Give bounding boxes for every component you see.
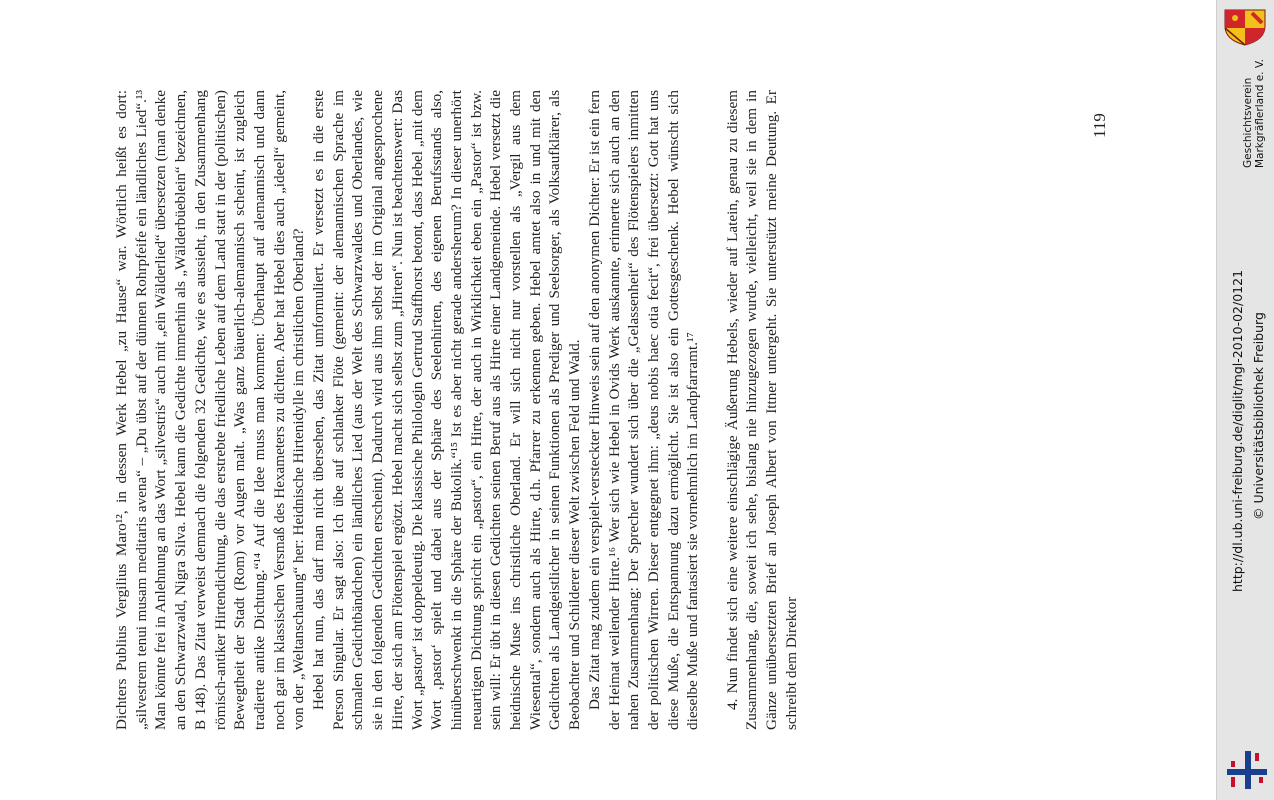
paragraph-1: Dichters Publius Vergilius Maro¹², in dessen Werk Hebel „zu Hause“ war. Wörtlich heißt es dort: „silvestrem tenui musam meditaris avena“ – „Du übst auf der dünnen Rohrpfeife ein ländliches Lied“.¹³ Man könnte frei in Anlehnung an das Wort „silvestris“ auch mit „ein Wälderlied“ übersetzen (man denke an den Schwarzwald, Nigra Silva. Hebel kann die Gedichte immerhin als „Wälderbüeblein“ bezeichnen, B 148). Das Zitat verweist demnach die folgenden 32 Gedichte, wie es aussieht, in den Zusammenhang römisch-antiker Hirtendichtung, die das erstrebte friedliche Leben auf dem Land statt in der (politischen) Bewegtheit der Stadt (Rom) vor Augen malt. „Was ganz bäuerlich-alemannisch scheint, ist zugleich tradierte antike Dichtung.“¹⁴ Auf die Idee muss man kommen: Überhaupt auf alemannisch und dann noch gar im klassischen Versmaß des Hexameters zu dichten. Aber hat Hebel dies auch „ideell“ gemeint, von der „Weltanschauung“ her: Heidnische Hirtenidylle im christlichen Oberland? bbox=[113, 90, 308, 730]
paragraph-4: 4. Nun findet sich eine weitere einschlägige Äußerung Hebels, wieder auf Latein, genau zu diesem Zusammenhang, die, soweit ich sehe, bislang nie hinzugezogen wurde, vielleicht, weil sie in dem in Gänze unübersetzten Brief an Joseph Albert von Ittner untergeht. Sie unterstützt meine Deutung. Er schreibt dem Direktor bbox=[723, 90, 800, 730]
copyright-notice: © Universitätsbibliothek Freiburg bbox=[1251, 312, 1266, 520]
page-text-block bbox=[112, 90, 802, 730]
ub-freiburg-logo-icon bbox=[1225, 747, 1269, 791]
paragraph-3: Das Zitat mag zudem ein verspielt-versteckter Hinweis sein auf den anonymen Dichter: Er ist ein fern der Heimat weilender Hirte.¹⁶ Wer sich wie Hebel in Ovids Werk auskannte, erinnerte sich auch an den nahen Zusammenhang: Der Sprecher wundert sich über die „Gelassenheit“ des Flötenspielers inmitten der politischen Wirren. Dieser entgegnet ihm: „deus nobis haec otia fecit“, frei übersetzt: Gott hat uns diese Muße, die Entspannung dazu ermöglicht. Sie ist also ein Gottesgeschenk. Hebel wünscht sich dieselbe Muße und fantasiert sie vornehmlich im Landpfarramt.¹⁷ bbox=[585, 90, 702, 730]
society-line-1: Geschichtsverein bbox=[1242, 77, 1254, 168]
society-name bbox=[1242, 59, 1266, 168]
source-url-link[interactable]: http://dl.ub.uni-freiburg.de/diglit/mgl-2010-02/0121 bbox=[1230, 269, 1245, 592]
page-number: 119 bbox=[1090, 113, 1109, 138]
society-line-2: Markgräflerland e. V. bbox=[1254, 58, 1266, 168]
paragraph-2: Hebel hat nun, das darf man nicht übersehen, das Zitat umformuliert. Er versetzt es in die erste Person Singular. Er sagt also: Ich übe auf schlanker Flöte (gemeint: der alemannischen Sprache im schmalen Gedichtbändchen) ein ländliches Lied (aus der Welt des Schwarzwaldes und Oberlandes, wie sie in den folgenden Gedichten erscheint). Dadurch wird aus ihm selbst der im Original angesprochene Hirte, der sich am Flötenspiel ergötzt. Hebel macht sich selbst zum „Hirten“. Nun ist beachtenswert: Das Wort „pastor“ ist doppeldeutig. Die klassische Philologin Gertrud Staffhorst betont, dass Hebel „mit dem Wort ‚pastor‘ spielt und dabei aus der Sphäre des Seelenhirten, des eigenen Berufsstands also, hinüberschwenkt in die Sphäre der Bukolik.“¹⁵ Ist es aber nicht gerade andersherum? In dieser unerhört neuartigen Dichtung spricht ein „pastor“, ein Hirte, der auch in Wirklichkeit eben ein „Pastor“ ist bzw. sein will: Er übt in diesen Gedichten seinen Beruf aus als Hirte einer Landgemeinde. Hebel versetzt die heidnische Muse ins christliche Oberland. Er will sich nicht nur vorstellen als „Vergil aus dem Wiesental“, sondern auch als Hirte, d.h. Pfarrer zu erkennen geben. Hebel amtet also in und mit den Gedichten als Landgeistlicher in seinen Funktionen als Prediger und Seelsorger, als Volksaufklärer, als Beobachter und Schilderer dieser Welt zwischen Feld und Wald. bbox=[310, 90, 584, 730]
coat-of-arms-icon bbox=[1222, 8, 1268, 46]
